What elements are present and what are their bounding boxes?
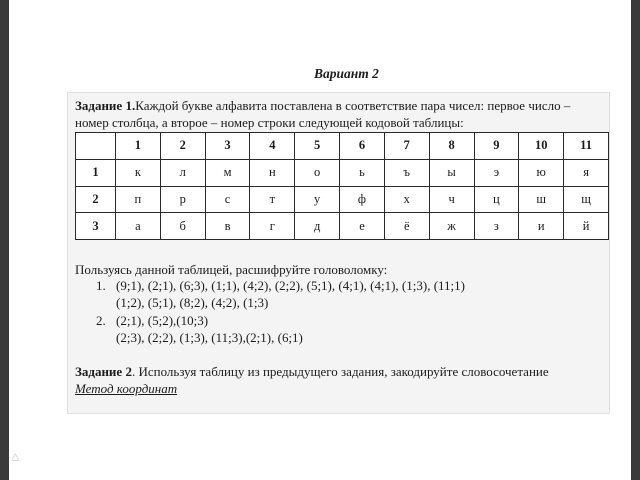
table-cell: в (205, 213, 250, 240)
table-cell: ч (429, 186, 474, 213)
table-cell: х (384, 186, 429, 213)
row-header: 2 (76, 186, 116, 213)
table-cell: ъ (384, 159, 429, 186)
table-corner-cell (76, 133, 116, 160)
table-cell: е (340, 213, 385, 240)
table-row (76, 159, 609, 186)
table-cell: а (116, 213, 161, 240)
puzzle-1-number: 1. (96, 278, 106, 293)
column-header: 10 (519, 133, 564, 160)
table-cell: т (250, 186, 295, 213)
task2-line (75, 363, 549, 380)
column-header: 5 (295, 133, 340, 160)
puzzle-2-number: 2. (96, 313, 106, 328)
puzzle-2-line2: (2;3), (2;2), (1;3), (11;3),(2;1), (6;1) (116, 330, 303, 345)
table-cell: щ (564, 186, 609, 213)
column-header: 7 (384, 133, 429, 160)
column-header: 9 (474, 133, 519, 160)
table-cell: г (250, 213, 295, 240)
row-header: 1 (76, 159, 116, 186)
table-cell: р (160, 186, 205, 213)
task1-text: Каждой букве алфавита поставлена в соответствие пара чисел: первое число – (135, 98, 571, 113)
task1-line2: номер столбца, а второе – номер строки следующей кодовой таблицы: (75, 115, 464, 130)
task2-phrase: Метод координат (75, 381, 178, 396)
task2-text: . Используя таблицу из предыдущего задания, закодируйте словосочетание (131, 364, 549, 379)
column-header: 11 (564, 133, 609, 160)
table-cell: э (474, 159, 519, 186)
table-cell: ж (429, 213, 474, 240)
table-header-row (76, 133, 609, 160)
page-title: Вариант 2 (314, 66, 379, 81)
table-cell: ы (429, 159, 474, 186)
table-cell: ц (474, 186, 519, 213)
column-header: 3 (205, 133, 250, 160)
column-header: 4 (250, 133, 295, 160)
table-cell: я (564, 159, 609, 186)
table-cell: ф (340, 186, 385, 213)
column-header: 1 (116, 133, 161, 160)
column-header: 6 (340, 133, 385, 160)
watermark-icon: ⩟ (11, 449, 20, 465)
row-header: 3 (76, 213, 116, 240)
table-row (76, 213, 609, 240)
table-row (76, 186, 609, 213)
table-cell: м (205, 159, 250, 186)
table-cell: н (250, 159, 295, 186)
table-cell: д (295, 213, 340, 240)
table-cell: и (519, 213, 564, 240)
table-cell: о (295, 159, 340, 186)
task1-line1 (75, 97, 570, 114)
instructions-text: Пользуясь данной таблицей, расшифруйте головоломку: (75, 262, 388, 277)
column-header: 2 (160, 133, 205, 160)
task1-label: Задание 1. (75, 98, 136, 113)
puzzle-2-line1: (2;1), (5;2),(10;3) (116, 313, 209, 328)
table-cell: ь (340, 159, 385, 186)
puzzle-1-line2: (1;2), (5;1), (8;2), (4;2), (1;3) (116, 295, 269, 310)
table-cell: й (564, 213, 609, 240)
table-cell: п (116, 186, 161, 213)
column-header: 8 (429, 133, 474, 160)
table-cell: ю (519, 159, 564, 186)
table-cell: ш (519, 186, 564, 213)
table-cell: ё (384, 213, 429, 240)
table-cell: у (295, 186, 340, 213)
task2-label: Задание 2 (75, 364, 132, 379)
table-cell: з (474, 213, 519, 240)
code-table (75, 132, 609, 240)
table-cell: л (160, 159, 205, 186)
puzzle-1-line1: (9;1), (2;1), (6;3), (1;1), (4;2), (2;2), (5;1), (4;1), (4;1), (1;3), (11;1) (116, 278, 465, 293)
table-cell: б (160, 213, 205, 240)
table-cell: с (205, 186, 250, 213)
table-cell: к (116, 159, 161, 186)
